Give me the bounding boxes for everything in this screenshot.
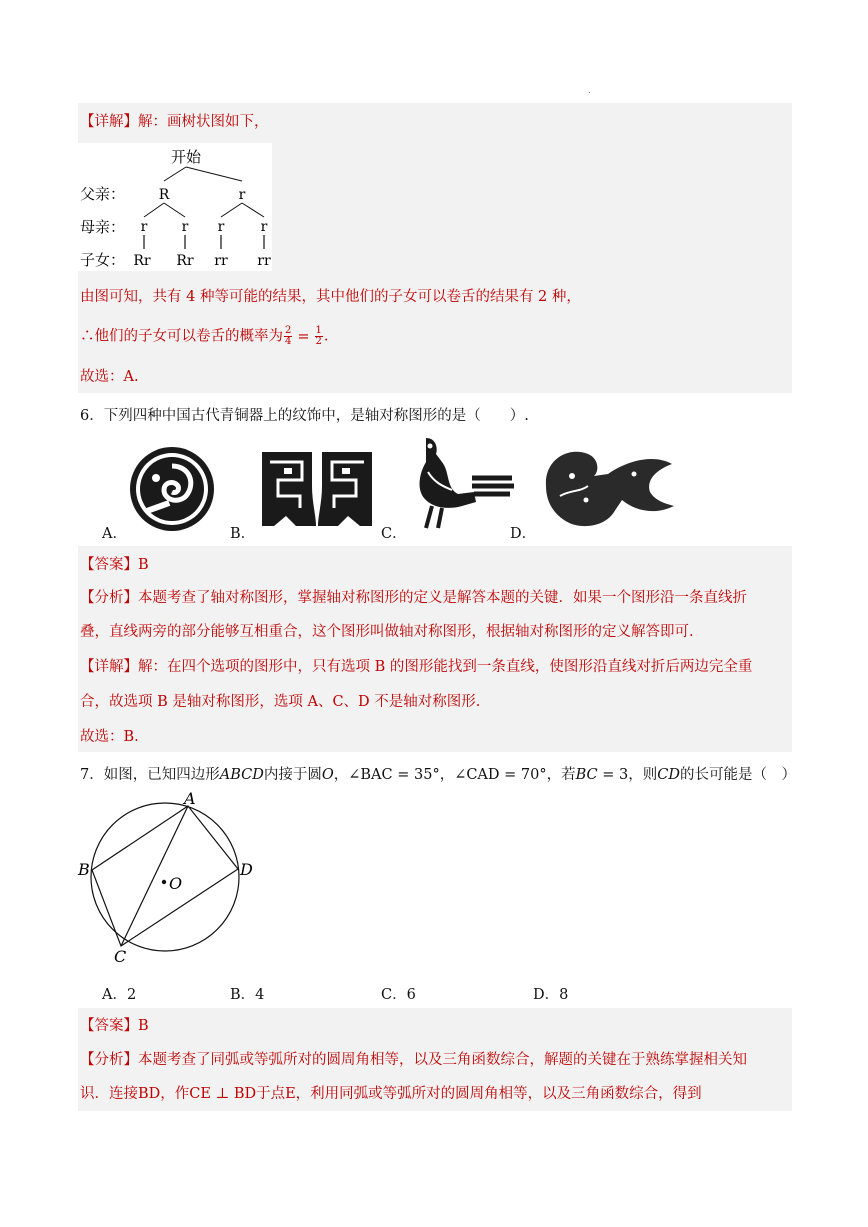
q6-option-c: C． — [381, 526, 407, 542]
q6-choice: 故选：B. — [80, 729, 139, 745]
row-label-mother: 母亲： — [80, 218, 126, 236]
q6-answer-line — [80, 556, 149, 574]
child-genotype-4: rr — [257, 253, 271, 269]
q7-quad-name: ABCD — [219, 767, 264, 783]
ornament-a-image — [128, 444, 216, 534]
fraction-denominator: 2 — [315, 336, 322, 347]
bird-legs — [426, 506, 442, 528]
ornament-detail — [342, 468, 350, 474]
answer-tag: 【答案】 — [80, 557, 138, 573]
label-o: O — [169, 874, 183, 893]
row-label-children: 子女： — [80, 251, 126, 269]
ornament-detail — [584, 498, 589, 503]
answer-value: B — [138, 557, 149, 573]
mother-allele-1: r — [140, 219, 148, 235]
child-genotype-3: rr — [214, 253, 228, 269]
q7-stem-part: 内接于圆 — [263, 767, 322, 783]
q7-stem-part: 的长可能是（ ） — [679, 767, 796, 783]
label-d: D — [240, 860, 253, 879]
header-mark: . — [588, 86, 591, 95]
q7-option-a: A．2 — [102, 987, 137, 1003]
q6-option-d: D． — [510, 526, 537, 542]
q7-stem-part: = 3，则 — [597, 767, 658, 783]
bird-tail — [472, 478, 514, 494]
q7-option-c: C．6 — [381, 987, 416, 1003]
equals-sign: = — [297, 328, 310, 345]
q7-option-d: D．8 — [533, 987, 569, 1003]
q6-analysis-line-2: 叠，直线两旁的部分能够互相重合，这个图形叫做轴对称图形，根据轴对称图形的定义解答即可. — [80, 624, 694, 640]
father-allele-2: r — [238, 187, 246, 203]
answer-tag: 【答案】 — [80, 1018, 138, 1034]
row-label-father: 父亲： — [80, 185, 126, 203]
ornament-detail — [569, 473, 575, 479]
q7-analysis-line-2: 识．连接BD，作CE ⊥ BD于点E，利用同弧或等弧所对的圆周角相等，以及三角函数综合，得到 — [80, 1086, 702, 1102]
ornament-d-image — [538, 440, 678, 532]
analysis-text: 本题考查了同弧或等弧所对的圆周角相等，以及三角函数综合，解题的关键在于熟练掌握相关知 — [138, 1052, 747, 1068]
ornament-c-image — [402, 432, 518, 536]
q7-analysis-line-1 — [80, 1051, 747, 1069]
father-allele-1: R — [158, 187, 170, 203]
mother-allele-3: r — [217, 219, 225, 235]
label-b: B — [78, 860, 90, 879]
mother-allele-2: r — [181, 219, 189, 235]
tree-diagram — [78, 143, 272, 271]
detail-tag: 【详解】 — [80, 114, 138, 130]
q7-stem-part: ，∠BAC = 35°，∠CAD = 70°，若 — [333, 767, 576, 783]
ornament-detail — [632, 472, 637, 477]
circle-figure — [74, 790, 264, 968]
q5-probability-line — [80, 326, 329, 347]
analysis-tag: 【分析】 — [80, 1052, 138, 1068]
label-a: A — [184, 790, 196, 808]
q7-segment-bc: BC — [575, 767, 598, 783]
detail-text: 解：在四个选项的图形中，只有选项 B 的图形能找到一条直线，使图形沿直线对折后两边完全重 — [138, 659, 753, 675]
ornament-b-image — [256, 446, 378, 532]
q5-choice: 故选：A. — [80, 369, 139, 385]
mother-allele-4: r — [260, 219, 268, 235]
q7-stem — [80, 763, 796, 784]
fraction-denominator: 4 — [285, 336, 292, 347]
circle-o — [91, 803, 239, 951]
dragon-body — [546, 452, 674, 526]
analysis-tag: 【分析】 — [80, 590, 138, 606]
q7-segment-cd: CD — [657, 767, 680, 783]
q7-answer-line — [80, 1017, 149, 1035]
q5-result-line: 由图可知，共有 4 种等可能的结果，其中他们的子女可以卷舌的结果有 2 种， — [80, 289, 581, 305]
ornament-detail — [152, 474, 160, 482]
q6-detail-line-1 — [80, 658, 752, 676]
q6-stem: 6．下列四种中国古代青铜器上的纹饰中，是轴对称图形的是（ ）. — [80, 408, 529, 424]
q6-detail-line-2: 合，故选项 B 是轴对称图形，选项 A、C、D 不是轴对称图形. — [80, 694, 481, 710]
q7-circle-name: O — [321, 767, 334, 783]
detail-tag: 【详解】 — [80, 659, 138, 675]
label-c: C — [114, 947, 127, 966]
analysis-text: 本题考查了轴对称图形，掌握轴对称图形的定义是解答本题的关键．如果一个图形沿一条直线折 — [138, 590, 747, 606]
center-point — [162, 880, 166, 884]
ornament-detail — [284, 468, 292, 474]
answer-value: B — [138, 1018, 149, 1034]
probability-suffix: . — [323, 328, 329, 345]
q6-analysis-line-1 — [80, 589, 747, 607]
solution-block-q6 — [78, 546, 792, 752]
q6-option-a: A． — [102, 526, 127, 542]
tree-root: 开始 — [170, 148, 202, 166]
child-genotype-2: Rr — [176, 253, 194, 269]
quadrilateral-abcd — [92, 806, 238, 946]
fraction-numerator: 2 — [285, 325, 292, 336]
fraction-numerator: 1 — [315, 325, 322, 336]
q5-detail-line — [80, 113, 269, 131]
q6-option-b: B． — [230, 526, 256, 542]
q7-stem-part: 7．如图，已知四边形 — [80, 767, 220, 783]
fraction-two-fourths — [284, 326, 292, 347]
detail-text: 解：画树状图如下， — [138, 114, 269, 130]
child-genotype-1: Rr — [133, 253, 151, 269]
bird-eye — [428, 444, 433, 449]
probability-prefix: ∴他们的子女可以卷舌的概率为 — [80, 328, 283, 345]
fraction-one-half — [315, 326, 323, 347]
q7-option-b: B．4 — [230, 987, 265, 1003]
